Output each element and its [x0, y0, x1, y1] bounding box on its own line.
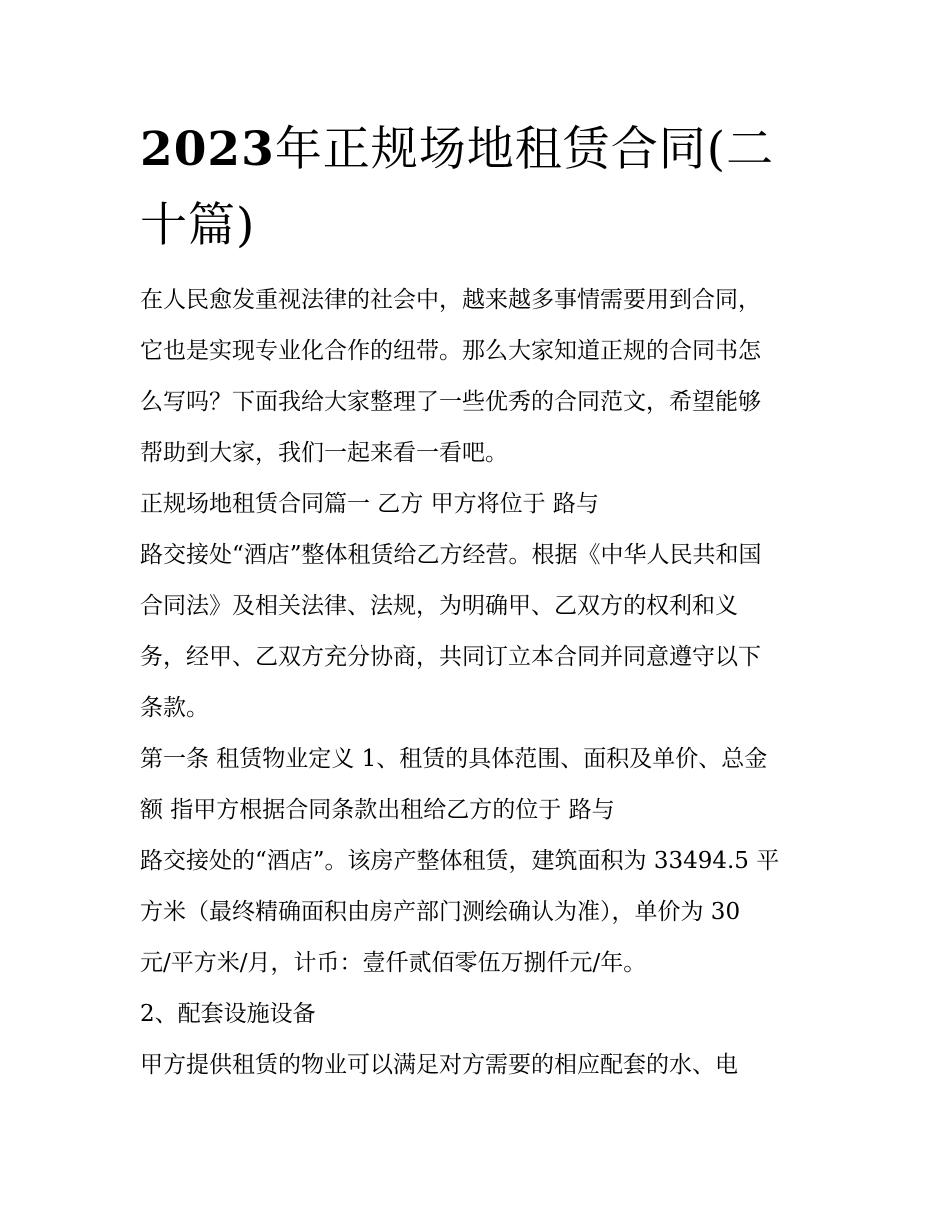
title-year: 2023: [140, 122, 275, 177]
intro-line-4: 帮助到大家，我们一起来看一看吧。: [140, 440, 508, 466]
paragraph-line: 甲方提供租赁的物业可以满足对方需要的相应配套的水、电: [140, 1052, 738, 1078]
paragraph-line: 合同法》及相关法律、法规，为明确甲、乙双方的权利和义: [140, 593, 738, 619]
intro-line-1: 在人民愈发重视法律的社会中，越来越多事情需要用到合同，: [140, 287, 761, 313]
title-line1-text: 年正规场地租赁合同(二: [274, 122, 775, 177]
paragraph-line: 额 指甲方根据合同条款出租给乙方的位于 路与: [140, 797, 615, 823]
paragraph-line: 路交接处的“酒店”。该房产整体租赁，建筑面积为 33494.5 平: [140, 848, 780, 874]
document-title: [140, 112, 820, 264]
intro-line-3: 么写吗？下面我给大家整理了一些优秀的合同范文，希望能够: [140, 389, 761, 415]
section-heading-facilities: 2、配套设施设备: [140, 1001, 316, 1027]
paragraph-line: 元/平方米/月，计币：壹仟贰佰零伍万捌仟元/年。: [140, 950, 647, 976]
intro-line-2: 它也是实现专业化合作的纽带。那么大家知道正规的合同书怎: [140, 338, 761, 364]
contract-heading-line: 正规场地租赁合同篇一 乙方 甲方将位于 路与: [140, 491, 599, 517]
title-line2-text: 十篇): [140, 198, 256, 253]
paragraph-line: 务，经甲、乙双方充分协商，共同订立本合同并同意遵守以下: [140, 644, 761, 670]
paragraph-line: 条款。: [140, 695, 209, 721]
article-one-line: 第一条 租赁物业定义 1、租赁的具体范围、面积及单价、总金: [140, 746, 768, 772]
paragraph-line: 方米（最终精确面积由房产部门测绘确认为准），单价为 30: [140, 899, 741, 925]
paragraph-line: 路交接处“酒店”整体租赁给乙方经营。根据《中华人民共和国: [140, 542, 762, 568]
